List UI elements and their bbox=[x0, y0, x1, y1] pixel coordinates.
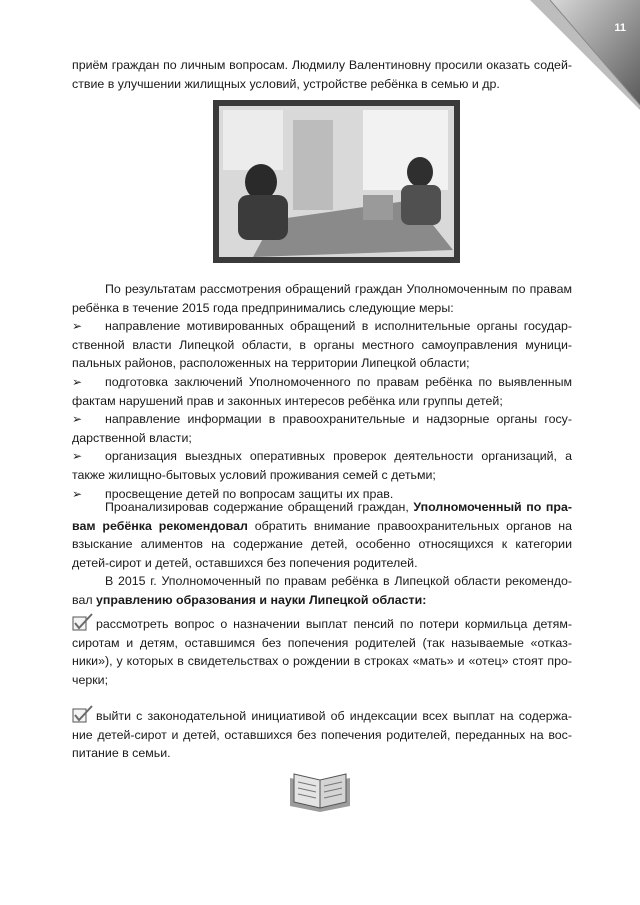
intro-text: приём граждан по личным вопросам. Людмилу Валентиновну просили оказать содей-ствие в улучшении жилищных условий, устройстве ребёнка в семью и др. bbox=[72, 58, 572, 91]
check-item-2 bbox=[72, 705, 572, 763]
page-number: 11 bbox=[614, 22, 626, 34]
measures-intro: По результатам рассмотрения обращений граждан Уполномоченным по правам ребёнка в течение 2015 года предпринимались следующие меры: bbox=[72, 282, 572, 315]
arrowhead-bullet-icon: ➢ bbox=[72, 412, 83, 427]
check-text: рассмотреть вопрос о назначении выплат пенсий по потери кормильца детям-сиротам и детям, оставшимся без попечения родителей (так называемые «отказ-ники»), у которых в свидетельствах о рождении в строках «мать» и «отец» стоят про-черки; bbox=[72, 617, 572, 687]
check-item-1 bbox=[72, 613, 572, 689]
measure-text: организация выездных оперативных проверок деятельности организаций, а также жилищно-бытовых условий проживания семей с детьми; bbox=[72, 449, 572, 482]
list-item bbox=[72, 447, 572, 484]
arrowhead-bullet-icon: ➢ bbox=[72, 486, 83, 501]
intro-paragraph bbox=[72, 56, 572, 93]
open-book-icon bbox=[286, 770, 354, 814]
measure-text: направление информации в правоохранительные и надзорные органы госу-дарственной власти; bbox=[72, 412, 572, 445]
arrowhead-bullet-icon: ➢ bbox=[72, 319, 83, 334]
recommendation-paragraph bbox=[72, 572, 572, 609]
recommendation-lead: В 2015 г. Уполномоченный по правам ребёнка в Липецкой области рекомендо-вал bbox=[72, 574, 572, 607]
measure-text: направление мотивированных обращений в исполнительные органы государ-ственной власти Липецкой области, в органы местного самоуправления муници-пальных районов, расположенных на территории Липецкой области; bbox=[72, 319, 572, 371]
arrowhead-bullet-icon: ➢ bbox=[72, 449, 83, 464]
measure-text: просвещение детей по вопросам защиты их прав. bbox=[105, 486, 394, 501]
measures-list bbox=[72, 317, 572, 503]
list-item bbox=[72, 317, 572, 373]
recommendation-bold: управлению образования и науки Липецкой области: bbox=[96, 592, 427, 607]
analysis-lead: Проанализировав содержание обращений граждан, bbox=[105, 500, 414, 514]
check-text: выйти с законодательной инициативой об индексации всех выплат на содержа-ние детей-сирот и детей, оставшихся без попечения родителей, переданных на вос-питание в семьи. bbox=[72, 709, 572, 761]
list-item bbox=[72, 410, 572, 447]
corner-decoration bbox=[530, 0, 640, 110]
list-item bbox=[72, 373, 572, 410]
analysis-paragraph bbox=[72, 498, 572, 572]
analysis-rest: обратить внимание правоохранительных органов на взыскание алиментов на содержание детей, особенно относящихся к категории детей-сирот и детей, оставшихся без попечения родителей. bbox=[72, 518, 572, 570]
analysis-bold: Уполномоченный по пра-вам ребёнка рекомендовал bbox=[72, 500, 573, 533]
arrowhead-bullet-icon: ➢ bbox=[72, 374, 83, 389]
checkbox-tick-icon bbox=[72, 705, 94, 723]
checkbox-tick-icon bbox=[72, 613, 94, 631]
analysis-section bbox=[72, 498, 572, 610]
measures-section bbox=[72, 280, 572, 503]
measure-text: подготовка заключений Уполномоченного по правам ребёнка по выявленным фактам нарушений прав и законных интересов ребёнка или группы детей; bbox=[72, 374, 572, 408]
meeting-photo bbox=[213, 100, 460, 263]
